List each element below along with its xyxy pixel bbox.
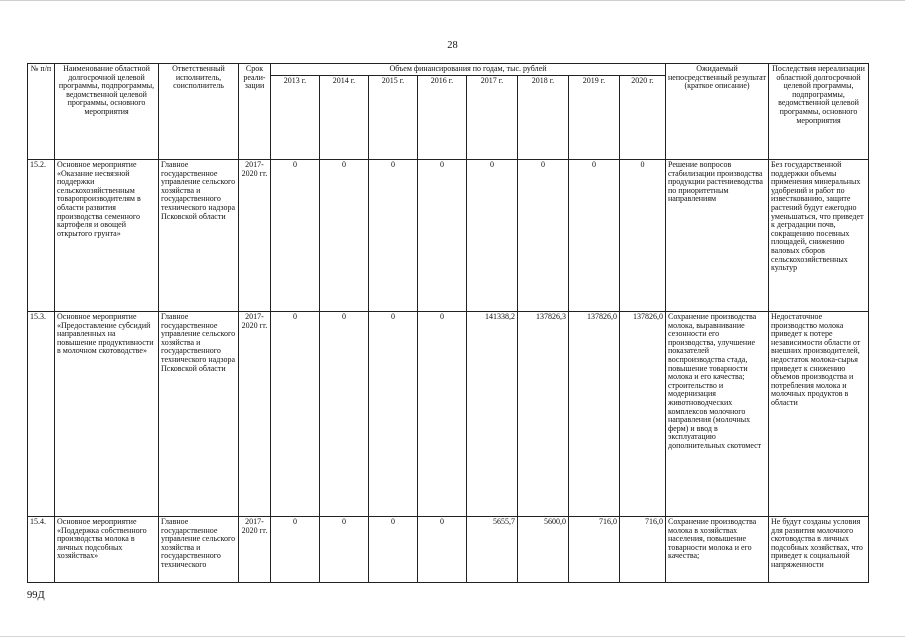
row-value: 716,0 xyxy=(569,517,620,583)
row-value: 0 xyxy=(320,160,369,312)
row-period: 2017-2020 гг. xyxy=(239,160,271,312)
row-num: 15.4. xyxy=(28,517,55,583)
row-executor: Главное государственное управление сельского хозяйства и государственного технического надзора Псковской области xyxy=(159,160,239,312)
row-value: 0 xyxy=(369,160,418,312)
row-value: 0 xyxy=(369,517,418,583)
row-value: 141338,2 xyxy=(467,312,518,517)
header-year: 2020 г. xyxy=(620,76,666,160)
row-value: 137826,3 xyxy=(518,312,569,517)
row-value: 137826,0 xyxy=(620,312,666,517)
row-value: 137826,0 xyxy=(569,312,620,517)
header-year: 2015 г. xyxy=(369,76,418,160)
row-value: 5600,0 xyxy=(518,517,569,583)
row-name: Основное мероприятие «Предоставление субсидий направленных на повышение продуктивности в молочном скотоводстве» xyxy=(55,312,159,517)
row-value: 0 xyxy=(271,160,320,312)
row-executor: Главное государственное управление сельского хозяйства и государственного технического надзора Псковской области xyxy=(159,312,239,517)
row-value: 0 xyxy=(518,160,569,312)
header-num: № п/п xyxy=(28,64,55,160)
row-value: 0 xyxy=(271,517,320,583)
table-row xyxy=(28,312,869,517)
row-value: 0 xyxy=(620,160,666,312)
row-value: 0 xyxy=(320,312,369,517)
row-consequences: Недостаточное производство молока приведет к потере независимости области от внешних производителей, недостаток молока-сырья приведет к снижению объемов производства и потребления молока и молочных продуктов в области xyxy=(769,312,869,517)
header-name: Наименование областной долгосрочной целевой программы, подпрограммы, ведомственной целевой программы, основного мероприятия xyxy=(55,64,159,160)
row-value: 0 xyxy=(320,517,369,583)
footer-mark: 99Д xyxy=(27,590,45,601)
row-consequences: Без государственной поддержки объемы применения минеральных удобрений и работ по известкованию, защите растений будут ежегодно уменьшаться, что приведет к деградации почв, сокращению посевных площадей, снижению валовых сборов сельскохозяйственных культур xyxy=(769,160,869,312)
row-result: Сохранение производства молока в хозяйствах населения, повышение товарности молока и его качества; xyxy=(666,517,769,583)
row-value: 0 xyxy=(418,312,467,517)
header-year: 2013 г. xyxy=(271,76,320,160)
header-result: Ожидаемый непосредственный результат (краткое описание) xyxy=(666,64,769,160)
row-value: 0 xyxy=(418,517,467,583)
row-num: 15.3. xyxy=(28,312,55,517)
row-name: Основное мероприятие «Поддержка собственного производства молока в личных подсобных хозяйствах» xyxy=(55,517,159,583)
header-year: 2018 г. xyxy=(518,76,569,160)
table-row xyxy=(28,160,869,312)
row-name: Основное мероприятие «Оказание несвязной поддержки сельскохозяйственным товаропроизводителям в области развития производства семенного картофеля и овощей открытого грунта» xyxy=(55,160,159,312)
table-row xyxy=(28,517,869,583)
row-value: 716,0 xyxy=(620,517,666,583)
row-value: 0 xyxy=(569,160,620,312)
header-period: Срок реали-зации xyxy=(239,64,271,160)
row-result: Сохранение производства молока, выравнивание сезонности его производства, улучшение показателей воспроизводства стада, повышение товарности молока и его качества; строительство и модернизация животноводческих комплексов молочного направления (молочных ферм) и ввод в эксплуатацию дополнительных скотомест xyxy=(666,312,769,517)
header-consequences: Последствия нереализации областной долгосрочной целевой программы, подпрограммы, ведомственной целевой программы, основного мероприятия xyxy=(769,64,869,160)
row-value: 0 xyxy=(369,312,418,517)
row-value: 0 xyxy=(467,160,518,312)
row-executor: Главное государственное управление сельского хозяйства и государственного технического xyxy=(159,517,239,583)
header-year: 2014 г. xyxy=(320,76,369,160)
page-number: 28 xyxy=(447,40,458,51)
row-value: 0 xyxy=(418,160,467,312)
row-value: 0 xyxy=(271,312,320,517)
row-value: 5655,7 xyxy=(467,517,518,583)
header-row xyxy=(28,64,869,76)
header-year: 2017 г. xyxy=(467,76,518,160)
row-result: Решение вопросов стабилизации производства продукции растениеводства по приоритетным направлениям xyxy=(666,160,769,312)
scan-edge-top xyxy=(0,0,905,1)
header-funding: Объем финансирования по годам, тыс. рублей xyxy=(271,64,666,76)
row-period: 2017-2020 гг. xyxy=(239,312,271,517)
row-consequences: Не будут созданы условия для развития молочного скотоводства в личных подсобных хозяйствах, что приведет к социальной напряженности xyxy=(769,517,869,583)
row-period: 2017-2020 гг. xyxy=(239,517,271,583)
header-year: 2016 г. xyxy=(418,76,467,160)
program-table xyxy=(27,63,869,583)
row-num: 15.2. xyxy=(28,160,55,312)
header-year: 2019 г. xyxy=(569,76,620,160)
scan-edge-bottom xyxy=(0,636,905,637)
header-executor: Ответственный исполнитель, соисполнитель xyxy=(159,64,239,160)
